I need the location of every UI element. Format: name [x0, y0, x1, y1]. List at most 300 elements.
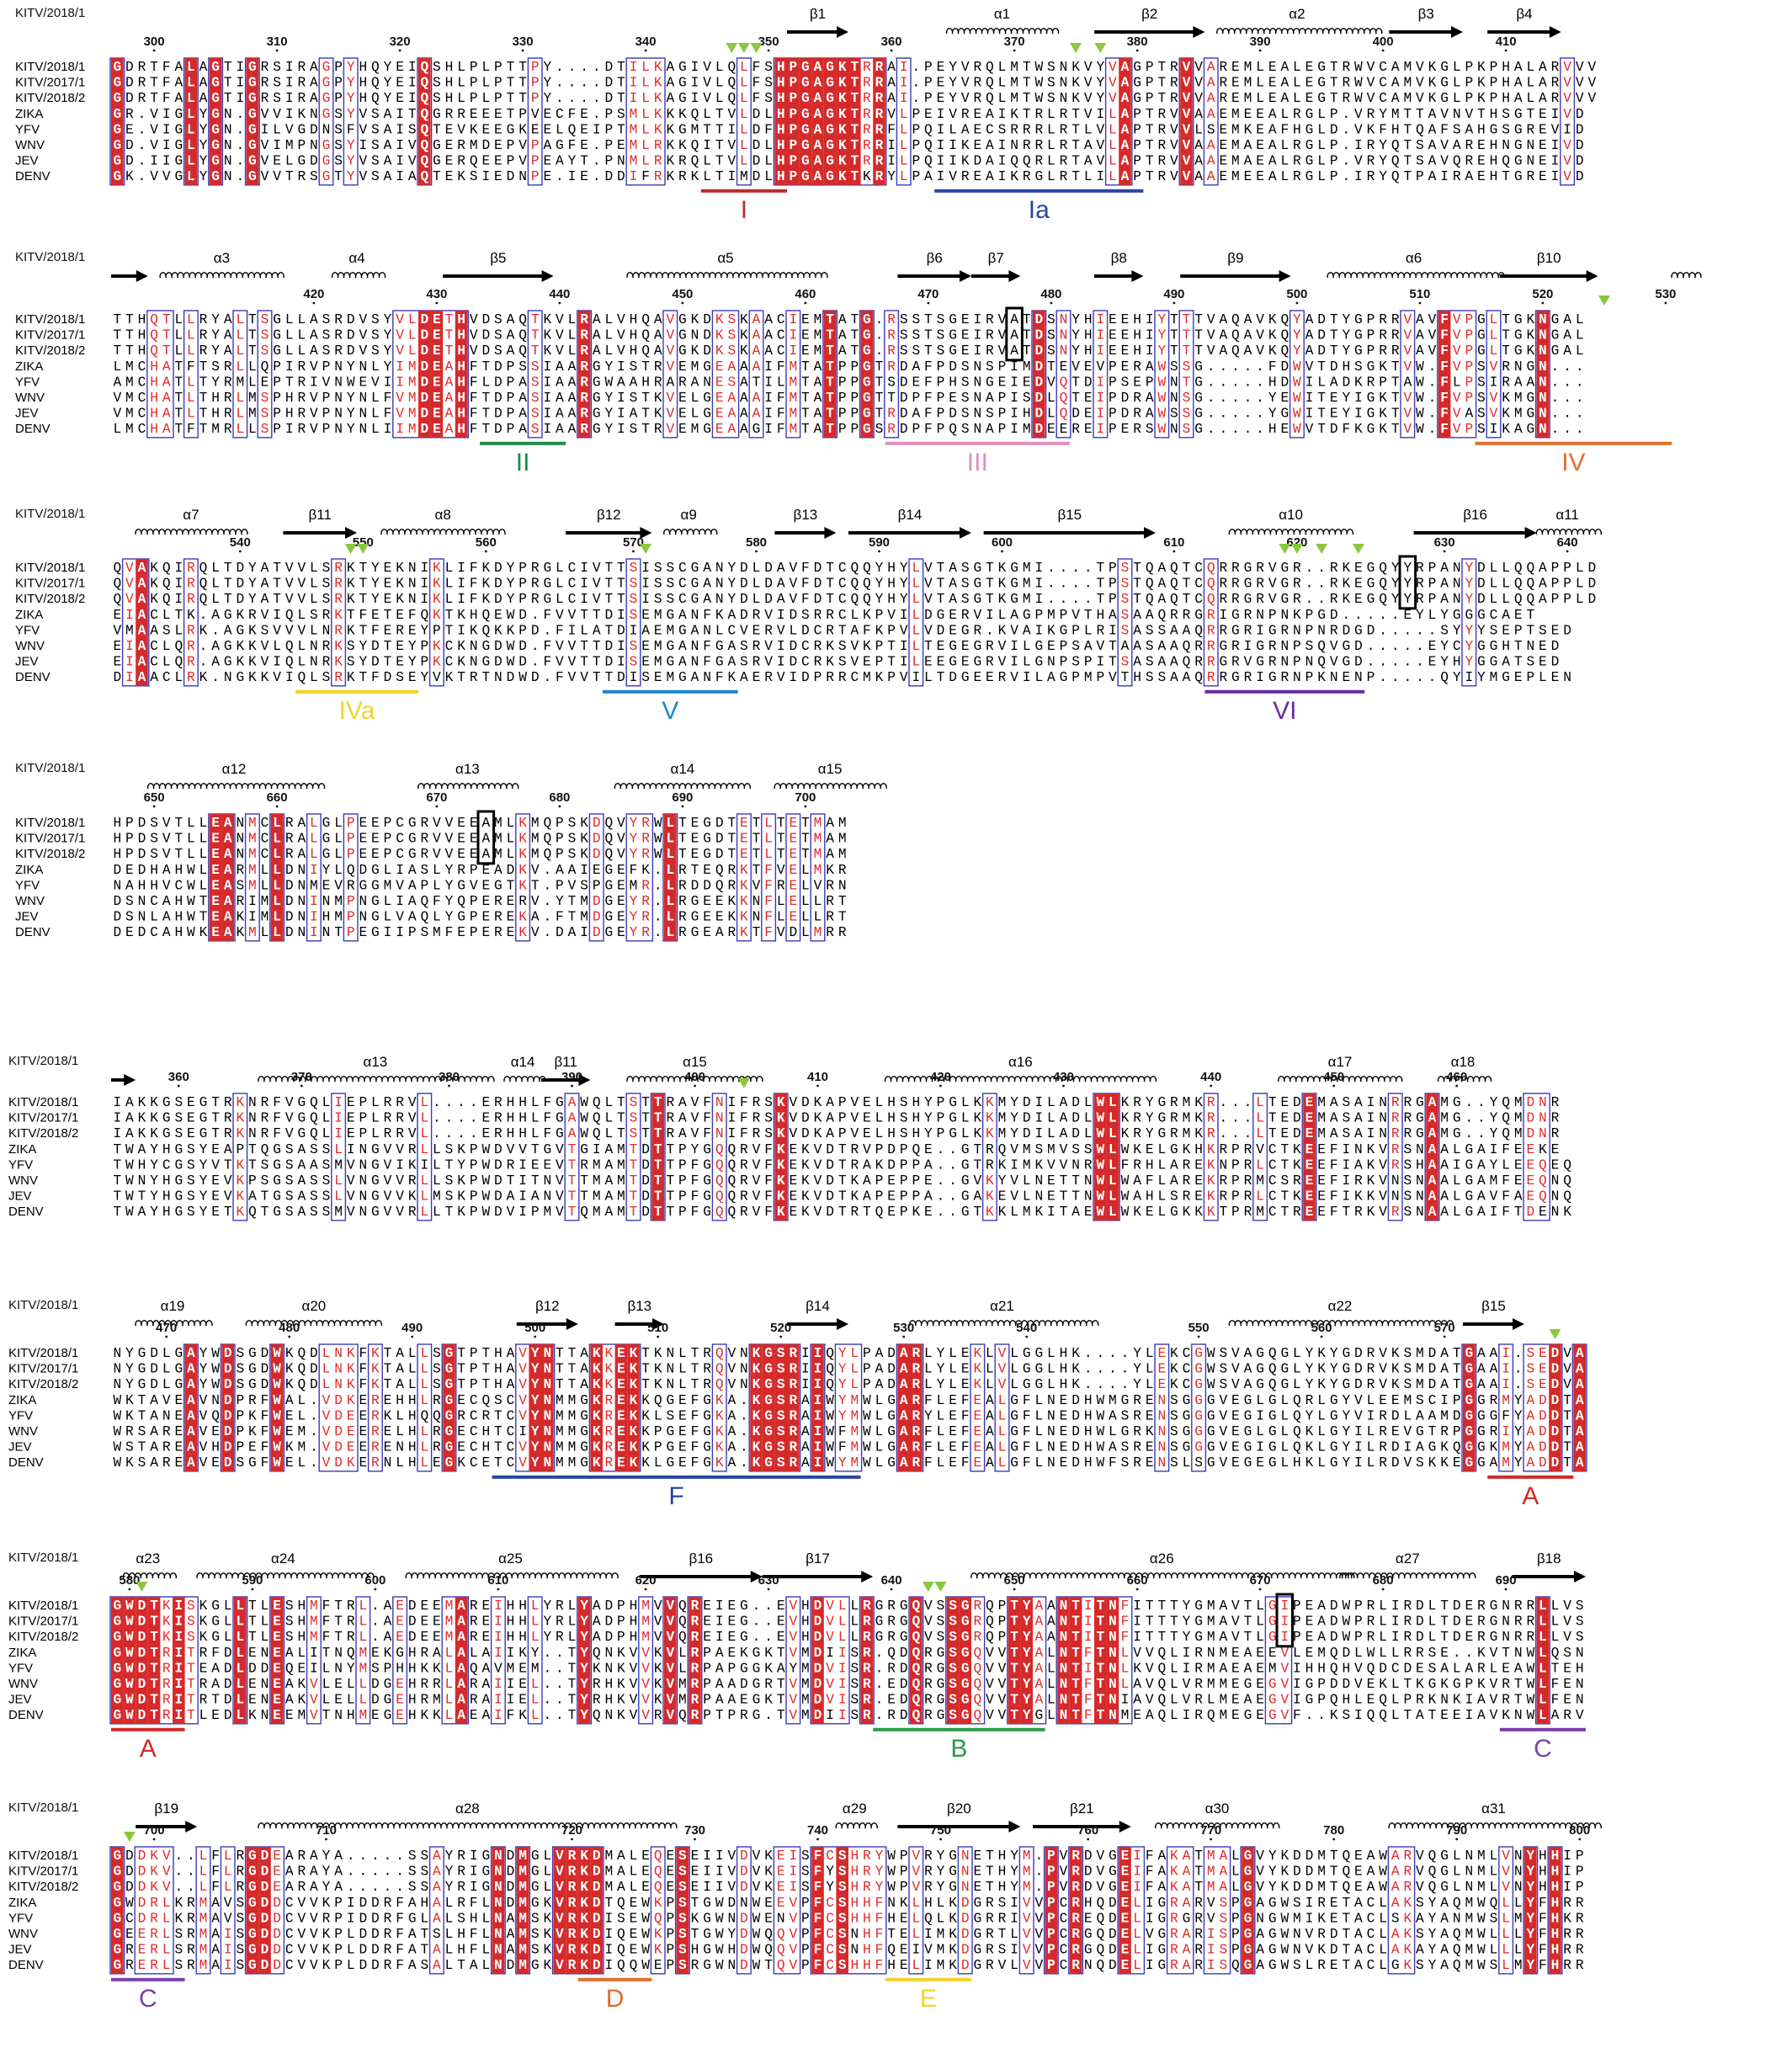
- residue: A: [187, 1362, 195, 1377]
- residue: T: [507, 60, 515, 75]
- residue: S: [777, 1346, 785, 1361]
- residue: .: [543, 925, 551, 940]
- residue: H: [174, 863, 183, 878]
- residue: G: [801, 76, 810, 91]
- residue: D: [801, 623, 810, 638]
- residue: V: [1096, 359, 1104, 375]
- residue: P: [838, 359, 847, 375]
- residue: M: [1514, 1126, 1523, 1141]
- residue: E: [691, 832, 699, 847]
- residue: I: [1096, 655, 1104, 670]
- residue: G: [211, 60, 220, 75]
- residue-number-tick: 520: [1532, 287, 1553, 301]
- residue: K: [814, 1111, 822, 1126]
- residue: C: [1379, 60, 1387, 75]
- residue: I: [900, 655, 908, 670]
- residue: E: [654, 623, 662, 638]
- residue: G: [1551, 343, 1560, 359]
- residue: S: [630, 422, 638, 437]
- residue: A: [1428, 1142, 1437, 1157]
- residue: W: [125, 1157, 134, 1173]
- residue: .: [1244, 1111, 1252, 1126]
- residue: Q: [1379, 592, 1387, 607]
- residue: .: [1231, 422, 1240, 437]
- residue: R: [1219, 561, 1227, 576]
- residue: L: [998, 608, 1007, 623]
- residue: T: [1403, 107, 1412, 122]
- residue: I: [1551, 107, 1560, 122]
- residue: V: [1367, 91, 1375, 106]
- residue: V: [1379, 1142, 1387, 1157]
- residue: G: [949, 639, 957, 654]
- residue: .: [875, 312, 884, 327]
- residue: G: [863, 391, 871, 406]
- residue: P: [838, 391, 847, 406]
- residue: D: [481, 343, 490, 359]
- alignment-panel-3: [15, 507, 1601, 725]
- residue: V: [1183, 91, 1191, 106]
- residue: T: [568, 1142, 577, 1157]
- residue: A: [1121, 154, 1130, 169]
- residue: T: [1047, 359, 1056, 375]
- residue: A: [556, 359, 564, 375]
- residue: G: [1170, 1205, 1178, 1220]
- residue: T: [924, 312, 933, 327]
- residue: E: [1428, 655, 1437, 670]
- residue: R: [1183, 1189, 1191, 1205]
- residue: E: [961, 655, 970, 670]
- residue: G: [1465, 1205, 1473, 1220]
- residue: M: [630, 122, 638, 137]
- residue: I: [580, 863, 588, 878]
- residue: K: [1194, 1205, 1203, 1220]
- residue: L: [777, 894, 785, 909]
- residue: L: [273, 847, 281, 862]
- residue: L: [949, 1346, 957, 1361]
- residue: M: [248, 816, 257, 831]
- alpha-helix-coil: [885, 1077, 1157, 1082]
- residue: I: [543, 391, 551, 406]
- secondary-structure-label: α4: [348, 250, 364, 266]
- residue: V: [285, 1095, 294, 1110]
- residue: L: [764, 138, 773, 153]
- residue: D: [752, 169, 761, 184]
- residue: M: [1023, 1142, 1031, 1157]
- residue: I: [248, 894, 257, 909]
- residue: Q: [580, 1205, 588, 1220]
- residue: P: [470, 863, 478, 878]
- residue: G: [543, 592, 551, 607]
- residue: E: [1219, 169, 1227, 184]
- residue: L: [764, 154, 773, 169]
- residue: M: [630, 878, 638, 893]
- residue: L: [604, 312, 613, 327]
- residue: S: [371, 107, 380, 122]
- residue: D: [1526, 1111, 1534, 1126]
- residue: I: [887, 154, 896, 169]
- residue: K: [1477, 60, 1486, 75]
- residue-tick-dot: [632, 551, 635, 553]
- residue: K: [654, 1346, 662, 1361]
- residue: L: [211, 592, 220, 607]
- residue: P: [347, 910, 355, 925]
- residue: E: [703, 910, 711, 925]
- residue: H: [777, 169, 785, 184]
- residue: G: [174, 1205, 183, 1220]
- residue: G: [322, 76, 331, 91]
- residue: .: [1109, 1346, 1117, 1361]
- residue: E: [445, 169, 454, 184]
- motif-underline: [885, 442, 1070, 445]
- residue: P: [420, 878, 428, 893]
- residue: E: [715, 407, 724, 422]
- residue: D: [113, 894, 121, 909]
- residue: C: [445, 655, 454, 670]
- residue: T: [924, 639, 933, 654]
- residue: K: [998, 1205, 1007, 1220]
- residue: K: [433, 592, 441, 607]
- residue: G: [863, 407, 871, 422]
- residue: Q: [1231, 343, 1240, 359]
- residue: Y: [1453, 623, 1461, 638]
- residue: .: [236, 138, 244, 153]
- residue: G: [863, 343, 871, 359]
- secondary-structure-reference-label: KITV/2018/1: [8, 1298, 78, 1312]
- residue: A: [1526, 375, 1534, 390]
- residue: S: [630, 561, 638, 576]
- residue: A: [568, 391, 577, 406]
- residue: E: [494, 169, 503, 184]
- residue: P: [518, 577, 527, 592]
- residue: D: [481, 312, 490, 327]
- residue: A: [1207, 154, 1215, 169]
- residue: Q: [518, 312, 527, 327]
- residue: E: [617, 863, 625, 878]
- residue: V: [518, 1362, 527, 1377]
- residue: .: [593, 76, 601, 91]
- residue: S: [1121, 561, 1130, 576]
- residue: V: [1084, 76, 1093, 91]
- residue: .: [1244, 391, 1252, 406]
- residue: A: [224, 894, 232, 909]
- residue: G: [174, 154, 183, 169]
- residue: W: [481, 1205, 490, 1220]
- residue: P: [789, 107, 797, 122]
- residue: T: [604, 592, 613, 607]
- residue: E: [715, 910, 724, 925]
- residue: S: [371, 328, 380, 343]
- residue: R: [334, 592, 343, 607]
- residue: N: [752, 894, 761, 909]
- residue: V: [470, 328, 478, 343]
- residue: G: [973, 561, 981, 576]
- residue: A: [531, 910, 540, 925]
- sequence-row: [113, 407, 1583, 422]
- residue: W: [1157, 375, 1166, 390]
- residue: W: [1096, 1126, 1104, 1141]
- residue: I: [777, 639, 785, 654]
- residue: V: [727, 1346, 736, 1361]
- residue: T: [1268, 1111, 1277, 1126]
- residue: I: [937, 138, 945, 153]
- residue: T: [580, 1189, 588, 1205]
- residue: Q: [1268, 1346, 1277, 1361]
- residue: L: [507, 832, 515, 847]
- residue: P: [924, 91, 933, 106]
- residue: D: [1317, 343, 1326, 359]
- residue: E: [1047, 422, 1056, 437]
- residue: I: [1023, 670, 1031, 685]
- residue: H: [445, 76, 454, 91]
- residue: L: [187, 832, 195, 847]
- residue: T: [850, 107, 859, 122]
- residue: D: [261, 1362, 269, 1377]
- residue: T: [1280, 1205, 1289, 1220]
- residue: .: [1047, 592, 1056, 607]
- residue: S: [322, 1189, 331, 1205]
- alpha-helix-coil: [381, 529, 505, 535]
- residue: G: [408, 832, 417, 847]
- residue: A: [1133, 639, 1141, 654]
- secondary-structure-label: α13: [455, 761, 480, 777]
- residue: K: [1170, 1346, 1178, 1361]
- secondary-structure-label: β11: [308, 507, 331, 523]
- residue: .: [470, 1111, 478, 1126]
- residue: G: [1023, 1346, 1031, 1361]
- residue: D: [531, 623, 540, 638]
- residue: D: [310, 122, 318, 137]
- residue: M: [494, 847, 503, 862]
- residue: Y: [1465, 577, 1473, 592]
- residue: G: [199, 1095, 208, 1110]
- residue: D: [494, 561, 503, 576]
- residue: R: [384, 1126, 392, 1141]
- residue: M: [998, 1111, 1007, 1126]
- residue: R: [740, 1189, 748, 1205]
- residue: W: [580, 1126, 588, 1141]
- residue: Q: [912, 1142, 920, 1157]
- residue: L: [1280, 169, 1289, 184]
- residue: .: [937, 1189, 945, 1205]
- residue: Q: [1514, 577, 1523, 592]
- residue-tick-dot: [1025, 1336, 1028, 1338]
- residue: I: [630, 169, 638, 184]
- residue: M: [1490, 1173, 1498, 1189]
- residue: E: [396, 60, 404, 75]
- residue: L: [187, 107, 195, 122]
- residue: D: [641, 1142, 650, 1157]
- residue: S: [1502, 107, 1510, 122]
- residue: R: [1244, 608, 1252, 623]
- residue: A: [727, 608, 736, 623]
- residue: R: [1502, 375, 1510, 390]
- residue: M: [814, 832, 822, 847]
- residue: T: [384, 608, 392, 623]
- residue: E: [949, 623, 957, 638]
- residue: R: [1293, 1173, 1301, 1189]
- residue: D: [1576, 169, 1584, 184]
- residue: V: [949, 169, 957, 184]
- residue: L: [604, 1095, 613, 1110]
- residue: N: [494, 670, 503, 685]
- residue: I: [580, 577, 588, 592]
- residue: Y: [1403, 561, 1412, 576]
- residue-number-tick: 360: [881, 35, 902, 49]
- residue: G: [1231, 608, 1240, 623]
- residue: L: [162, 1362, 171, 1377]
- residue: T: [1157, 76, 1166, 91]
- residue: D: [494, 375, 503, 390]
- residue: G: [703, 832, 711, 847]
- residue: T: [1170, 343, 1178, 359]
- residue: I: [481, 169, 490, 184]
- residue: I: [543, 359, 551, 375]
- residue: E: [1146, 1205, 1154, 1220]
- residue: C: [777, 343, 785, 359]
- residue: M: [408, 422, 417, 437]
- residue: G: [1367, 391, 1375, 406]
- residue: P: [900, 1142, 908, 1157]
- residue: N: [691, 328, 699, 343]
- residue: K: [740, 894, 748, 909]
- residue: T: [1194, 312, 1203, 327]
- residue: Q: [150, 328, 158, 343]
- residue: M: [580, 910, 588, 925]
- residue: H: [1146, 1157, 1154, 1173]
- residue: M: [1023, 359, 1031, 375]
- residue: V: [359, 154, 367, 169]
- residue: E: [1514, 670, 1523, 685]
- residue: D: [1280, 359, 1289, 375]
- residue: T: [801, 816, 810, 831]
- residue: R: [838, 670, 847, 685]
- residue: .: [1231, 359, 1240, 375]
- residue: I: [1342, 1189, 1350, 1205]
- residue: R: [1133, 359, 1141, 375]
- residue: S: [322, 670, 331, 685]
- residue: G: [1231, 623, 1240, 638]
- residue: E: [937, 60, 945, 75]
- residue: E: [1023, 375, 1031, 390]
- residue: A: [1207, 107, 1215, 122]
- residue: Y: [875, 561, 884, 576]
- residue: E: [752, 623, 761, 638]
- residue: T: [224, 91, 232, 106]
- residue: T: [715, 122, 724, 137]
- residue: D: [715, 847, 724, 862]
- residue: L: [384, 894, 392, 909]
- residue: N: [1010, 138, 1018, 153]
- residue: A: [408, 878, 417, 893]
- sequence-row: [113, 375, 1583, 390]
- residue: H: [1133, 670, 1141, 685]
- residue: G: [1490, 655, 1498, 670]
- residue: Q: [1502, 1111, 1510, 1126]
- residue: E: [1109, 343, 1117, 359]
- residue: W: [580, 1095, 588, 1110]
- residue: L: [420, 1142, 428, 1157]
- residue: D: [764, 561, 773, 576]
- residue: G: [703, 1189, 711, 1205]
- residue: E: [1256, 107, 1264, 122]
- residue: I: [1465, 670, 1473, 685]
- residue: .: [1576, 391, 1584, 406]
- residue: V: [1256, 312, 1264, 327]
- residue: A: [1157, 639, 1166, 654]
- residue: V: [310, 407, 318, 422]
- residue: P: [1071, 670, 1080, 685]
- sequence-name-label: DENV: [15, 925, 51, 939]
- residue: R: [1071, 422, 1080, 437]
- residue: A: [1428, 1126, 1437, 1141]
- residue: H: [777, 107, 785, 122]
- residue: G: [1268, 623, 1277, 638]
- residue: Q: [850, 592, 859, 607]
- residue: E: [457, 832, 465, 847]
- residue: Q: [1539, 1173, 1547, 1189]
- residue: L: [420, 1189, 428, 1205]
- residue: M: [593, 1205, 601, 1220]
- residue: Q: [1170, 561, 1178, 576]
- residue: V: [752, 1189, 761, 1205]
- residue: M: [998, 1126, 1007, 1141]
- residue: A: [1330, 375, 1338, 390]
- residue: A: [1477, 1189, 1486, 1205]
- residue: K: [973, 1111, 981, 1126]
- residue: Q: [604, 816, 613, 831]
- residue: N: [543, 1362, 551, 1377]
- residue: N: [715, 577, 724, 592]
- residue: N: [310, 655, 318, 670]
- residue: P: [531, 76, 540, 91]
- residue: G: [371, 1157, 380, 1173]
- residue: M: [125, 623, 134, 638]
- residue: S: [1477, 375, 1486, 390]
- residue: K: [285, 1346, 294, 1361]
- residue: V: [285, 122, 294, 137]
- residue: P: [125, 847, 134, 862]
- residue: R: [1244, 1189, 1252, 1205]
- residue: N: [1551, 1189, 1560, 1205]
- residue: L: [150, 910, 158, 925]
- residue: C: [138, 359, 146, 375]
- residue: G: [593, 422, 601, 437]
- residue: N: [1416, 1205, 1424, 1220]
- residue: M: [531, 832, 540, 847]
- residue: R: [531, 592, 540, 607]
- residue: .: [1219, 359, 1227, 375]
- residue: R: [1034, 154, 1043, 169]
- residue: P: [359, 1095, 367, 1110]
- residue: A: [494, 863, 503, 878]
- residue: R: [1342, 91, 1350, 106]
- residue: M: [236, 375, 244, 390]
- residue: L: [850, 1346, 859, 1361]
- residue: H: [507, 1126, 515, 1141]
- residue: L: [445, 561, 454, 576]
- sequence-name-label: JEV: [15, 655, 39, 669]
- residue: Q: [1146, 577, 1154, 592]
- residue: R: [580, 1157, 588, 1173]
- residue: D: [113, 670, 121, 685]
- residue: I: [1563, 122, 1571, 137]
- residue: P: [1526, 670, 1534, 685]
- residue: S: [630, 391, 638, 406]
- residue: P: [1146, 60, 1154, 75]
- residue: L: [1047, 1126, 1056, 1141]
- residue: P: [937, 359, 945, 375]
- residue: A: [224, 312, 232, 327]
